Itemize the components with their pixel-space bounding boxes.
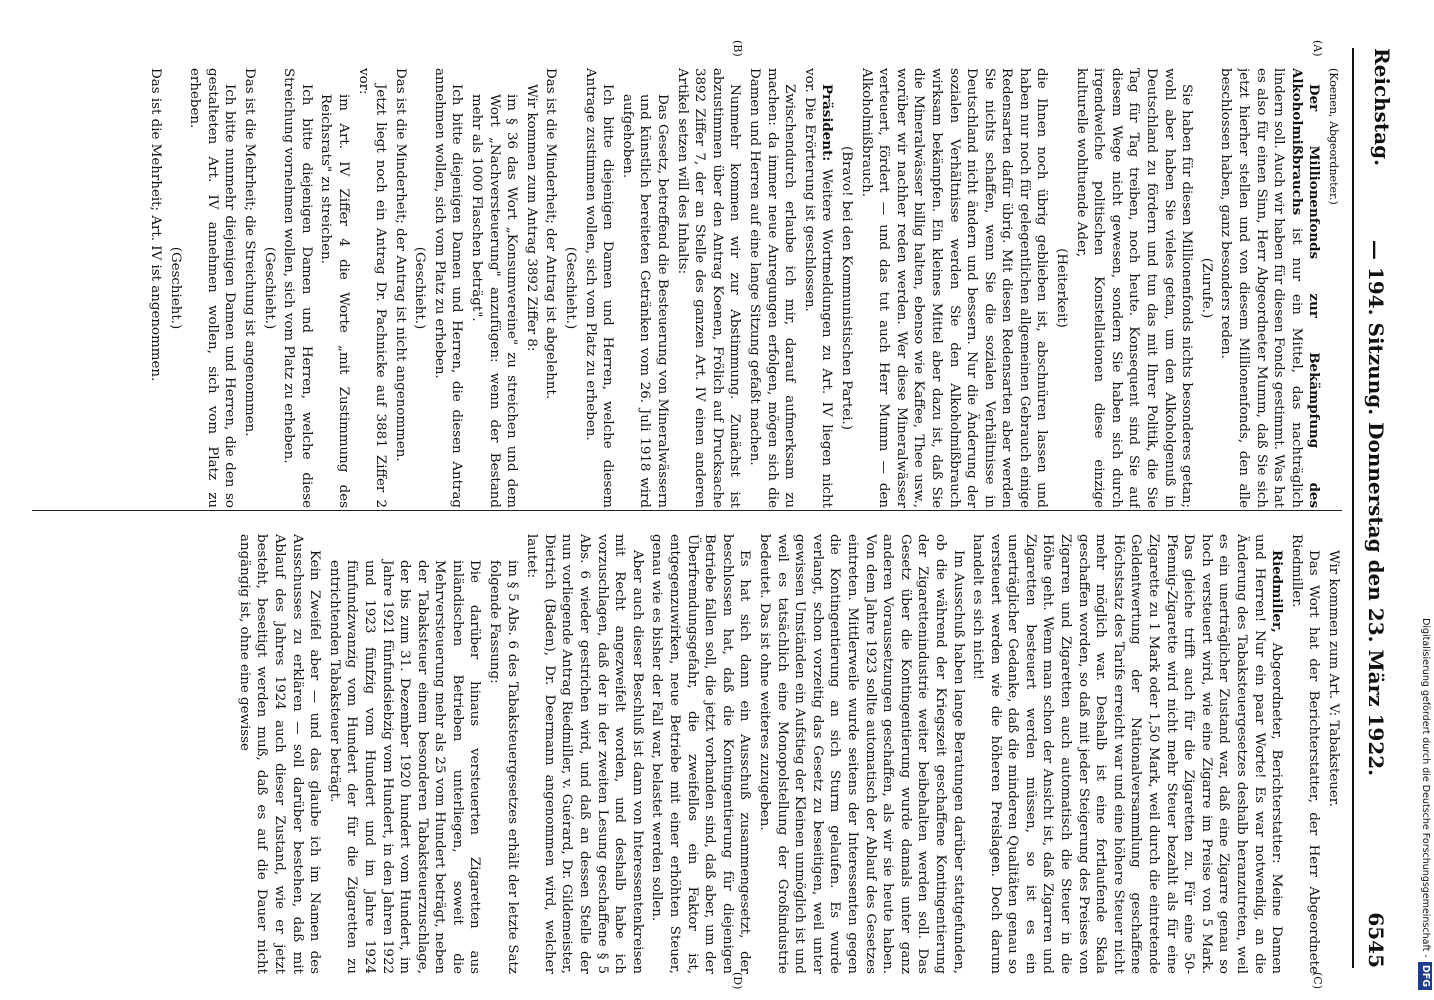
paragraph-text: Weitere Wortmeldungen zu Art. IV liegen nicht vor. Die Erörterung ist geschlossen.: [801, 68, 835, 508]
paragraph: Wir kommen zum Art. V: Tabaksteuer.: [1326, 550, 1341, 807]
paragraph: Ich bitte nunmehr diejenigen Damen und Herren, die den so gestalteten Art. IV annehmen wollen, sich vom Platz zu erheben.: [187, 68, 238, 508]
footer-text: [1418, 10, 1432, 990]
paragraph: Das Wort hat der Berichterstatter, der Herr Abgeordnete Riedmiller.: [1288, 534, 1322, 974]
dfg-logo: DFG: [1418, 962, 1432, 990]
speaker-name: Riedmiller,: [1269, 550, 1286, 633]
paragraph: Sie haben für diesen Millionenfonds nichts besonderes getan; wohl aber haben Sie vieles getan, um den Alkoholgenuß in Deutschland zu fördern und tun das mit Ihrer Politik, die Sie Tag für Tag treiben, noch heute. Konsequent sind Sie auf diesem Wege nicht gewesen, sondern Sie haben sich durch irgendwelche politischen Konstellationen diese einzige kulturelle wohltuende Ader,: [1073, 68, 1195, 508]
speaker-tag: (Koenen, Abgeordneter.): [1327, 68, 1340, 205]
president-label: Präsident:: [819, 84, 836, 162]
paragraph: Aber auch dieser Beschluß ist dann von Interessentenkreisen mit Recht angezweifelt worden, und deshalb habe ich vorzuschlagen, daß der in der zweiten Lesung geschaffene § 5 Abs. 6 wieder gestrichen wird, und daß an dessen Stelle der nun vorliegende Antrag Riedmiller, v. Guérard, Dr. Gildemeister, Dietrich (Baden), Dr. Deermann angenommen wird, welcher lautet:: [524, 534, 645, 974]
paragraph-text: ist nur ein Mittel, das nachträglich lindern soll. Auch wir haben für diesen Fonds gestimmt. Was hat es also für einen Sinn, Herr Abgeordneter Mumm, daß Sie sich jetzt hierher stellen und von diesem Millionenfonds, den alle beschlossen haben, ganz besonders reden.: [1218, 68, 1304, 508]
paragraph: Ich bitte diejenigen Damen und Herren, die diesen Antrag annehmen wollen, sich vom Platz zu erheben.: [431, 68, 465, 508]
quoted-motion: im § 5 Abs. 6 des Tabaksteuergesetzes erhält der letzte Satz folgende Fassung:: [487, 560, 520, 974]
paragraph: Jetzt liegt noch ein Antrag Dr. Pachnicke auf 3881 Ziffer 2 vor:: [355, 68, 389, 508]
paragraph: die Ihnen noch übrig geblieben ist, abschnüren lassen und haben nur noch für gelegentlichen allgemeinen Gebrauch einige Redensarten dafür übrig. Mit diesen Redensarten aber werden Sie nichts schaffen, wenn Sie die sozialen Verhältnisse in Deutschland nicht ändern und bessern. Nur die Änderung der sozialen Verhältnisse werden Sie den Alkoholmißbrauch wirksam bekämpfen. Ein kleines Mittel aber dazu ist, daß Sie die Mineralwässer billig halten, ebenso wie Kaffee, Thee usw., worüber wir nachher reden werden. Wer diese Mineralwässer verteuert, fördert — und das tut auch Herr Mumm — den Alkoholmißbrauch.: [858, 68, 1050, 508]
stage-direction: (Geschieht.): [167, 246, 183, 330]
paragraph: Kein Zweifel aber — und das glaube ich im Namen des Ausschusses zu erklären — soll darüber bestehen, daß mit Ablauf des Jahres 1924 auch dieser Zustand, wie er jetzt besteht, beseitigt werden muß, daß es auf die Dauer nicht angängig ist, ohne eine gewisse: [236, 534, 323, 974]
margin-mark-c: (C): [1311, 972, 1324, 989]
paragraph: [800, 68, 835, 508]
quoted-motion: Die darüber hinaus versteuerten Zigaretten aus inländischen Betrieben unterliegen, soweit die Mehrversteuerung mehr als 25 vom Hundert beträgt, neben der Tabaksteuer einem besonderen Tabaksteuerzuschlage, der bis zum 31. Dezember 1920 hundert vom Hundert, im Jahre 1921 fünfundsiebzig vom Hundert, in den Jahren 1922 und 1923 fünfzig vom Hundert und im Jahre 1924 fünfundzwanzig vom Hundert der für die Zigaretten zu entrichtenden Tabaksteuer beträgt.: [326, 560, 483, 974]
paragraph: Nunmehr kommen wir zur Abstimmung. Zunächst ist abzustimmen über den Antrag Koenen, Frölich auf Drucksache 3892 Ziffer 7, der an Stelle des ganzen Art. IV einen anderen Artikel setzen will des Inhalts:: [674, 68, 743, 508]
margin-mark-a: (A): [1311, 40, 1324, 57]
paragraph: Ich bitte diejenigen Damen und Herren, welche diese Streichung vornehmen wollen, sich vom Platz zu erheben.: [281, 68, 314, 508]
paragraph: Das ist die Minderheit; der Antrag ist abgelehnt.: [543, 68, 559, 400]
digitization-footer: [1418, 10, 1432, 990]
page-number: 6545: [1364, 912, 1388, 968]
stage-direction: (Heiterkeit): [1054, 248, 1070, 328]
margin-mark-d: (D): [731, 972, 744, 990]
column-divider: [32, 510, 1342, 511]
stage-direction: (Geschieht.): [261, 246, 277, 330]
quoted-motion: im § 36 das Wort „Konsumvereine" zu streichen und dem Wort „Nachversteuerung" anzufügen: wenn der Bestand mehr als 1000 Flaschen beträgt".: [469, 94, 520, 508]
paragraph: Ich bitte diejenigen Damen und Herren, welche diesem Antrage zustimmen wollen, sich vom Platz zu erheben.: [582, 68, 616, 508]
paragraph: Das ist die Minderheit; der Antrag ist nicht angenommen.: [392, 68, 408, 462]
quoted-motion: im Art. IV Ziffer 4 die Worte „mit Zustimmung des Reichsrats" zu streichen.: [318, 94, 351, 508]
right-column: [32, 534, 1342, 974]
paragraph-text: Abgeordneter, Berichterstatter: Meine Damen und Herren! Nur ein paar Worte! Es war notwendig, an die Änderung des Tabaksteuergesetzes deshalb heranzutreten, weil es ein unerträglicher Zustand war, daß eine Zigarre genau so hoch versteuert wird, wie eine Zigarre im Preise von 5 Mark. Das gleiche trifft auch für die Zigaretten zu. Für eine 50-Pfennig-Zigarette wird nicht mehr Steuer bezahlt als für eine Zigarette zu 1 Mark oder 1,50 Mark, weil durch die eintretende Geldentwertung der Nationalversammlung geschaffene Höchstsatz des Tarifs erreicht war und eine höhere Steuer nicht mehr möglich war. Deshalb ist eine fortlaufende Skala geschaffen worden, so daß mit jeder Steigerung des Preises von Zigarren und Zigaretten auch automatisch die Steuer in die Höhe geht. Wenn man schon der Ansicht ist, daß Zigarren und Zigaretten besteuert werden müssen, so ist es ein unerträglicher Gedanke, daß die minderen Qualitäten genau so versteuert werden wie die höheren Preislagen. Doch darum handelt es sich nicht!: [970, 534, 1285, 974]
paragraph: [1217, 68, 1323, 508]
page-header: [1352, 48, 1394, 968]
paragraph: Im Ausschuß haben lange Beratungen darüber stattgefunden, ob die während der Kriegszeit geschaffene Kontingentierung der Zigarettenindustrie weiter beibehalten werden soll. Das Gesetz über die Kontingentierung wurde damals unter ganz anderen Voraussetzungen geschaffen, als wir sie heute haben. Von dem Jahre 1923 sollte automatisch der Ablauf des Gesetzes eintreten. Mittlerweile wurde seitens der Interessenten gegen die Kontingentierung an sich Sturm gelaufen. Es wurde verlangt, schon vorzeitig das Gesetz zu beseitigen, weil unter gewissen Umständen ein Aufstieg der Kleinen unmöglich ist und weil es tatsächlich eine Monopolstellung der Großindustrie bedeutet. Das ist ohne weiteres zuzugeben.: [757, 534, 966, 974]
stage-direction: (Zurufe.): [1198, 257, 1214, 319]
paragraph: Das ist die Mehrheit; Art. IV ist angenommen.: [148, 68, 163, 382]
stage-direction: (Bravo! bei den Kommunistischen Partei.): [838, 146, 854, 430]
stage-direction: (Geschieht.): [563, 246, 579, 330]
paragraph: Es hat sich dann ein Ausschuß zusammengesetzt, der beschlossen hat, daß die Kontingentierung für diejenigen Betriebe fallen soll, die jetzt vorhanden sind, daß aber, um der Überfremdungsgefahr, die zweifellos ein Faktor ist, entgegenzuwirken, neue Betriebe mit einer erhöhten Steuer, genau wie es bisher der Fall war, belastet werden sollen.: [649, 534, 753, 974]
paragraph: [969, 534, 1286, 974]
bold-phrase: Der Millionenfonds zur Bekämpfung des Alkoholmißbrauchs: [1288, 68, 1323, 508]
margin-mark-b: (B): [731, 40, 744, 57]
footer-credit: Digitalisierung gefördert durch die Deutsche Forschungsgemeinschaft -: [1420, 618, 1431, 958]
paragraph: Das ist die Mehrheit; die Streichung ist angenommen.: [241, 68, 257, 437]
left-column: [32, 68, 1342, 508]
header-left: Reichstag.: [1370, 48, 1394, 167]
stage-direction: (Geschieht.): [412, 246, 428, 330]
paragraph: Wir kommen zum Antrag 3892 Ziffer 8:: [523, 84, 539, 352]
paragraph: Zwischendurch erlaube ich mir, darauf aufmerksam zu machen: da immer neue Anregungen erfolgen, mögen sich die Damen und Herren auf eine lange Sitzung gefaßt machen.: [747, 68, 798, 508]
quoted-motion: Das Gesetz, betreffend die Besteuerung von Mineralwässern und künstlich bereiteten Getränken vom 26. Juli 1918 wird aufgehoben.: [619, 94, 671, 508]
header-center: — 194. Sitzung. Donnerstag den 23. März 1922.: [1364, 239, 1388, 777]
